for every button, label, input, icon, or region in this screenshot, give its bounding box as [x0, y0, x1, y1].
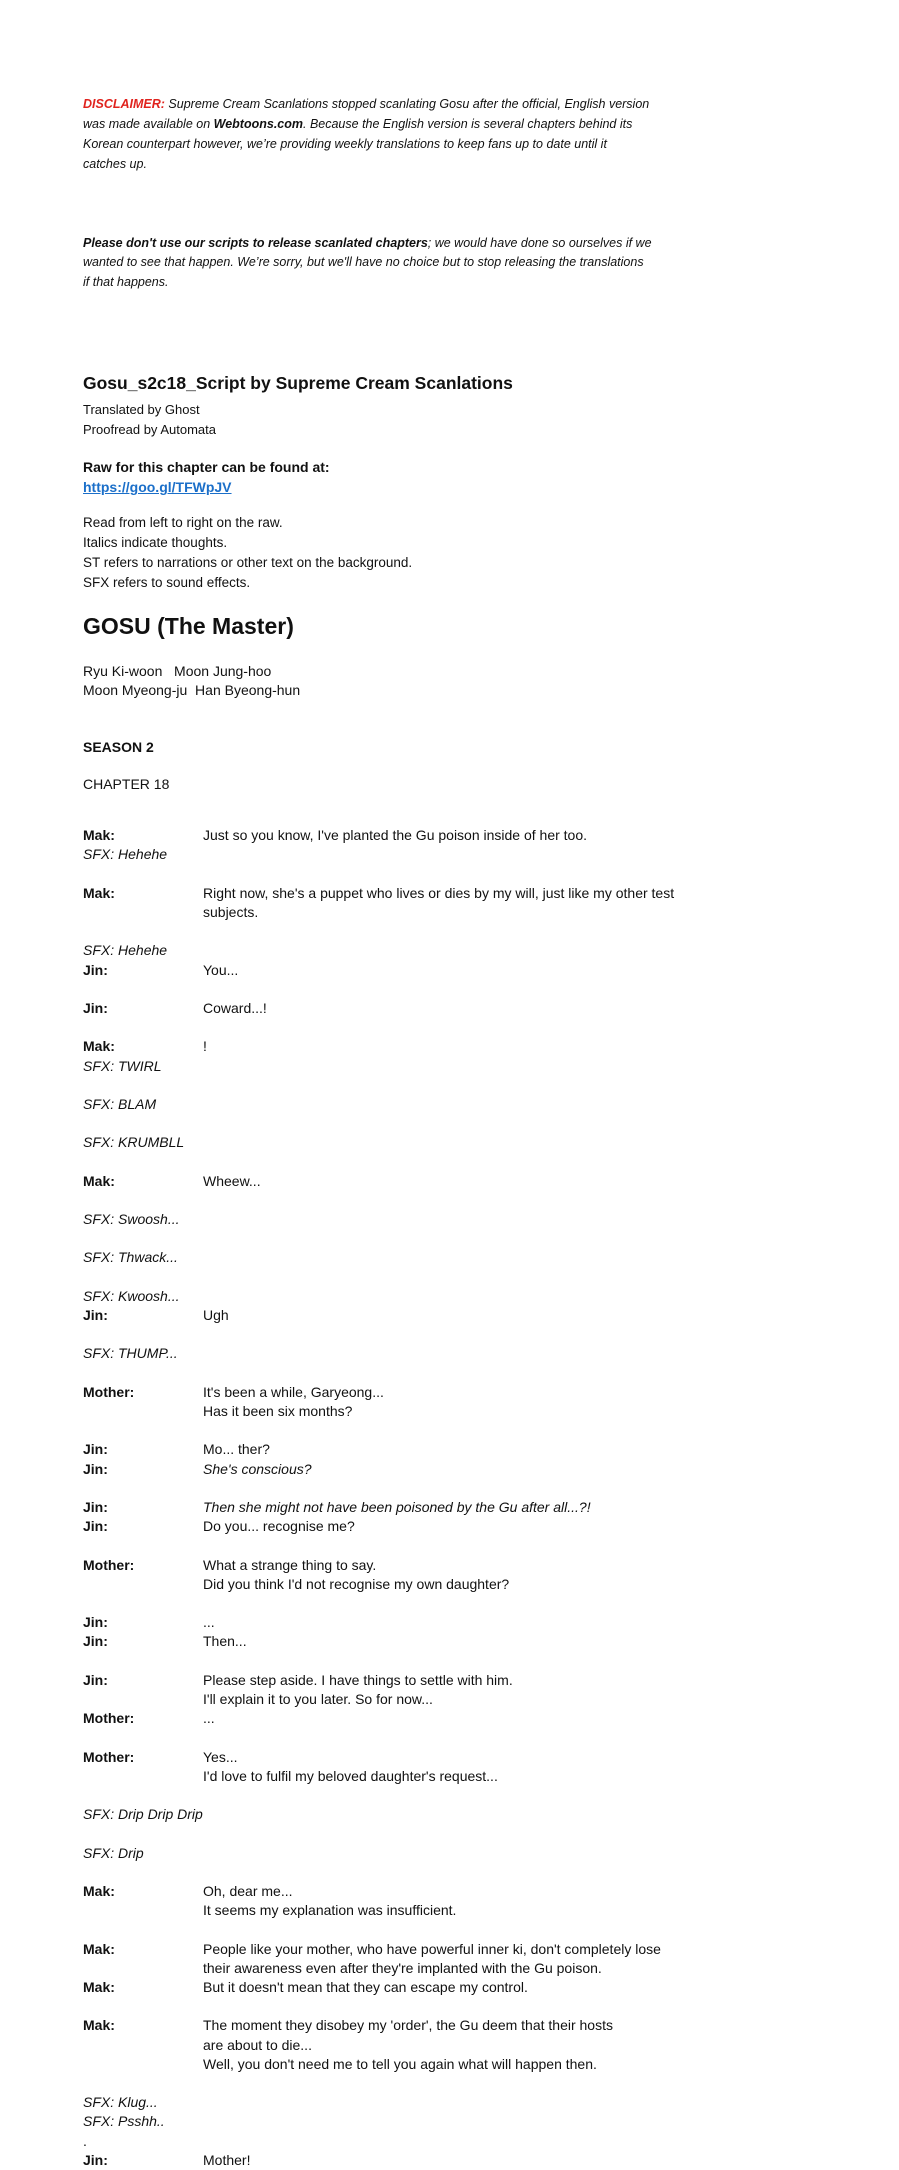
dialogue-text: are about to die...: [203, 2036, 312, 2053]
disclaimer-line: [83, 253, 859, 273]
speaker-label: Jin:: [83, 1614, 108, 1631]
sfx-line: SFX: BLAM: [83, 1095, 157, 1112]
disclaimer-line: [83, 135, 859, 155]
script-row: [83, 1748, 859, 1767]
disclaimer-text: . Because the English version is several chapters behind its: [303, 117, 633, 132]
document-title: Gosu_s2c18_Script by Supreme Cream Scanlations: [83, 373, 513, 394]
blank-line: [83, 1191, 859, 1210]
speaker-label: Jin:: [83, 1671, 108, 1688]
script-row-continuation: [83, 1575, 859, 1594]
dialogue-text: It seems my explanation was insufficient.: [203, 1902, 457, 1919]
script-row: [83, 1460, 859, 1479]
script-row: [83, 1172, 859, 1191]
dialogue-text: What a strange thing to say.: [203, 1556, 377, 1573]
sfx-line: SFX: Hehehe: [83, 846, 168, 863]
speaker-label: Mother:: [83, 1383, 135, 1400]
script-row: [83, 1613, 859, 1632]
season-heading: SEASON 2: [83, 739, 154, 756]
speaker-label: Mak:: [83, 1882, 115, 1899]
disclaimer-text: was made available on: [83, 117, 214, 132]
sfx-line: SFX: Thwack...: [83, 1249, 178, 1266]
blank-line: [83, 1728, 859, 1747]
dialogue-text: Then...: [203, 1633, 247, 1650]
note-reading-direction: Read from left to right on the raw.: [83, 515, 283, 531]
speaker-label: Jin:: [83, 1460, 108, 1477]
script-row-continuation: [83, 1901, 859, 1920]
script-row-continuation: [83, 1959, 859, 1978]
script-row: [83, 999, 859, 1018]
blank-line: [83, 922, 859, 941]
raw-location-label: Raw for this chapter can be found at:: [83, 459, 330, 476]
blank-line: [83, 1997, 859, 2016]
script-row-continuation: [83, 1690, 859, 1709]
script-row-continuation: [83, 2036, 859, 2055]
script-row: [83, 1440, 859, 1459]
note-sfx: SFX refers to sound effects.: [83, 575, 251, 591]
blank-line: [83, 1652, 859, 1671]
disclaimer-text: Supreme Cream Scanlations stopped scanlating Gosu after the official, English version: [164, 97, 650, 112]
credit-translator: Translated by Ghost: [83, 402, 200, 418]
dialogue-text: I'd love to fulfil my beloved daughter's request...: [203, 1767, 498, 1784]
speaker-label: Mak:: [83, 1038, 115, 1055]
chapter-heading: CHAPTER 18: [83, 776, 170, 793]
speaker-label: Mother:: [83, 1710, 135, 1727]
dialogue-thought-text: She's conscious?: [203, 1460, 312, 1477]
script-row: [83, 1517, 859, 1536]
script-row: [83, 961, 859, 980]
note-st: ST refers to narrations or other text on the background.: [83, 555, 413, 571]
dialogue-text: Mo... ther?: [203, 1441, 270, 1458]
script-row: [83, 1383, 859, 1402]
sfx-line: SFX: Hehehe: [83, 942, 168, 959]
blank-line: [83, 865, 859, 884]
blank-line: [83, 1114, 859, 1133]
script-row-continuation: [83, 1402, 859, 1421]
disclaimer-line: [83, 115, 859, 135]
script-body: [83, 826, 859, 2170]
dialogue-text: Do you... recognise me?: [203, 1518, 355, 1535]
blank-line: [83, 1018, 859, 1037]
disclaimer-paragraph-1: [83, 95, 859, 174]
script-row: [83, 2016, 859, 2035]
speaker-label: Mak:: [83, 827, 115, 844]
dialogue-text: Ugh: [203, 1307, 229, 1324]
disclaimer-block: [83, 56, 859, 332]
blank-line: [83, 1786, 859, 1805]
script-row: [83, 826, 859, 845]
blank-line: [83, 1421, 859, 1440]
cast-line: Ryu Ki-woon Moon Jung-hoo: [83, 663, 272, 680]
script-row: [83, 1498, 859, 1517]
disclaimer-line: [83, 95, 859, 115]
dialogue-thought-text: Then she might not have been poisoned by the Gu after all...?!: [203, 1499, 591, 1516]
disclaimer-keyword: DISCLAIMER:: [83, 97, 165, 112]
blank-line: [83, 1153, 859, 1172]
dialogue-text: !: [203, 1038, 207, 1055]
speaker-label: Jin:: [83, 1307, 108, 1324]
sfx-line: SFX: Kwoosh...: [83, 1287, 180, 1304]
script-row: [83, 1671, 859, 1690]
blank-line: [83, 1229, 859, 1248]
dialogue-text: subjects.: [203, 903, 259, 920]
speaker-label: Mak:: [83, 1978, 115, 1995]
sfx-line: SFX: Drip Drip Drip: [83, 1806, 203, 1823]
series-title: GOSU (The Master): [83, 613, 294, 640]
dialogue-text: But it doesn't mean that they can escape my control.: [203, 1978, 528, 1995]
disclaimer-text: ; we would have done so ourselves if we: [427, 235, 652, 250]
sfx-line: SFX: KRUMBLL: [83, 1134, 185, 1151]
script-row-continuation: [83, 903, 859, 922]
cast-list: [83, 662, 859, 699]
disclaimer-line: [83, 234, 859, 254]
dialogue-text: Has it been six months?: [203, 1403, 353, 1420]
script-row-continuation: [83, 2055, 859, 2074]
disclaimer-text: Please don't use our scripts to release scanlated chapters: [83, 235, 428, 250]
speaker-label: Mother:: [83, 1748, 135, 1765]
dialogue-text: their awareness even after they're implanted with the Gu poison.: [203, 1959, 602, 1976]
blank-line: [83, 1536, 859, 1555]
script-row: [83, 1306, 859, 1325]
speaker-label: Mak:: [83, 2017, 115, 2034]
disclaimer-line: [83, 155, 859, 175]
disclaimer-line: [83, 273, 859, 293]
script-row: [83, 884, 859, 903]
dialogue-text: Mother!: [203, 2151, 251, 2168]
dialogue-text: The moment they disobey my 'order', the Gu deem that their hosts: [203, 2017, 613, 2034]
blank-line: [83, 1268, 859, 1287]
script-row: [83, 1037, 859, 1056]
speaker-label: Mak:: [83, 1940, 115, 1957]
speaker-label: Jin:: [83, 961, 108, 978]
dialogue-text: People like your mother, who have powerful inner ki, don't completely lose: [203, 1940, 661, 1957]
disclaimer-text: wanted to see that happen. We’re sorry, but we'll have no choice but to stop releasing the translations: [83, 255, 644, 270]
dialogue-text: I'll explain it to you later. So for now...: [203, 1691, 433, 1708]
stray-period-line: .: [83, 2132, 87, 2149]
script-row: [83, 1709, 859, 1728]
speaker-label: Jin:: [83, 1441, 108, 1458]
dialogue-text: Yes...: [203, 1748, 238, 1765]
dialogue-text: Oh, dear me...: [203, 1882, 293, 1899]
dialogue-text: It's been a while, Garyeong...: [203, 1383, 384, 1400]
speaker-label: Mak:: [83, 884, 115, 901]
dialogue-text: Coward...!: [203, 999, 267, 1016]
sfx-line: SFX: THUMP...: [83, 1345, 178, 1362]
dialogue-text: Please step aside. I have things to settle with him.: [203, 1671, 513, 1688]
dialogue-text: Wheew...: [203, 1172, 261, 1189]
speaker-label: Jin:: [83, 2151, 108, 2168]
blank-line: [83, 1824, 859, 1843]
note-italics: Italics indicate thoughts.: [83, 535, 228, 551]
credit-proofreader: Proofread by Automata: [83, 421, 216, 437]
script-row: [83, 1940, 859, 1959]
dialogue-text: Did you think I'd not recognise my own daughter?: [203, 1575, 510, 1592]
dialogue-text: Right now, she's a puppet who lives or dies by my will, just like my other test: [203, 884, 675, 901]
blank-line: [83, 2074, 859, 2093]
blank-line: [83, 1479, 859, 1498]
dialogue-text: Well, you don't need me to tell you again what will happen then.: [203, 2055, 597, 2072]
script-row: [83, 1556, 859, 1575]
disclaimer-paragraph-2: [83, 234, 859, 293]
dialogue-text: ...: [203, 1710, 215, 1727]
sfx-line: SFX: Swoosh...: [83, 1211, 180, 1228]
blank-line: [83, 1594, 859, 1613]
sfx-line: SFX: Psshh..: [83, 2113, 165, 2130]
speaker-label: Jin:: [83, 999, 108, 1016]
reading-notes: [83, 513, 859, 593]
dialogue-text: Just so you know, I've planted the Gu poison inside of her too.: [203, 827, 588, 844]
blank-line: [83, 1920, 859, 1939]
sfx-line: SFX: Drip: [83, 1844, 144, 1861]
script-row: [83, 1882, 859, 1901]
speaker-label: Jin:: [83, 1499, 108, 1516]
disclaimer-text: catches up.: [83, 156, 147, 171]
dialogue-text: You...: [203, 961, 239, 978]
cast-line: Moon Myeong-ju Han Byeong-hun: [83, 681, 301, 698]
script-row: [83, 1632, 859, 1651]
speaker-label: Mother:: [83, 1556, 135, 1573]
blank-line: [83, 1364, 859, 1383]
disclaimer-text: if that happens.: [83, 275, 169, 290]
raw-chapter-link[interactable]: https://goo.gl/TFWpJV: [83, 479, 232, 496]
speaker-label: Jin:: [83, 1633, 108, 1650]
speaker-label: Jin:: [83, 1518, 108, 1535]
blank-line: [83, 1863, 859, 1882]
script-row: [83, 1978, 859, 1997]
script-row-continuation: [83, 1767, 859, 1786]
sfx-line: SFX: Klug...: [83, 2094, 158, 2111]
sfx-line: SFX: TWIRL: [83, 1057, 162, 1074]
blank-line: [83, 1325, 859, 1344]
blank-line: [83, 980, 859, 999]
speaker-label: Mak:: [83, 1172, 115, 1189]
dialogue-text: ...: [203, 1614, 215, 1631]
disclaimer-text: Webtoons.com: [213, 117, 303, 132]
script-row: [83, 2151, 859, 2170]
blank-line: [83, 1076, 859, 1095]
disclaimer-text: Korean counterpart however, we’re providing weekly translations to keep fans up to date until it: [83, 136, 607, 151]
